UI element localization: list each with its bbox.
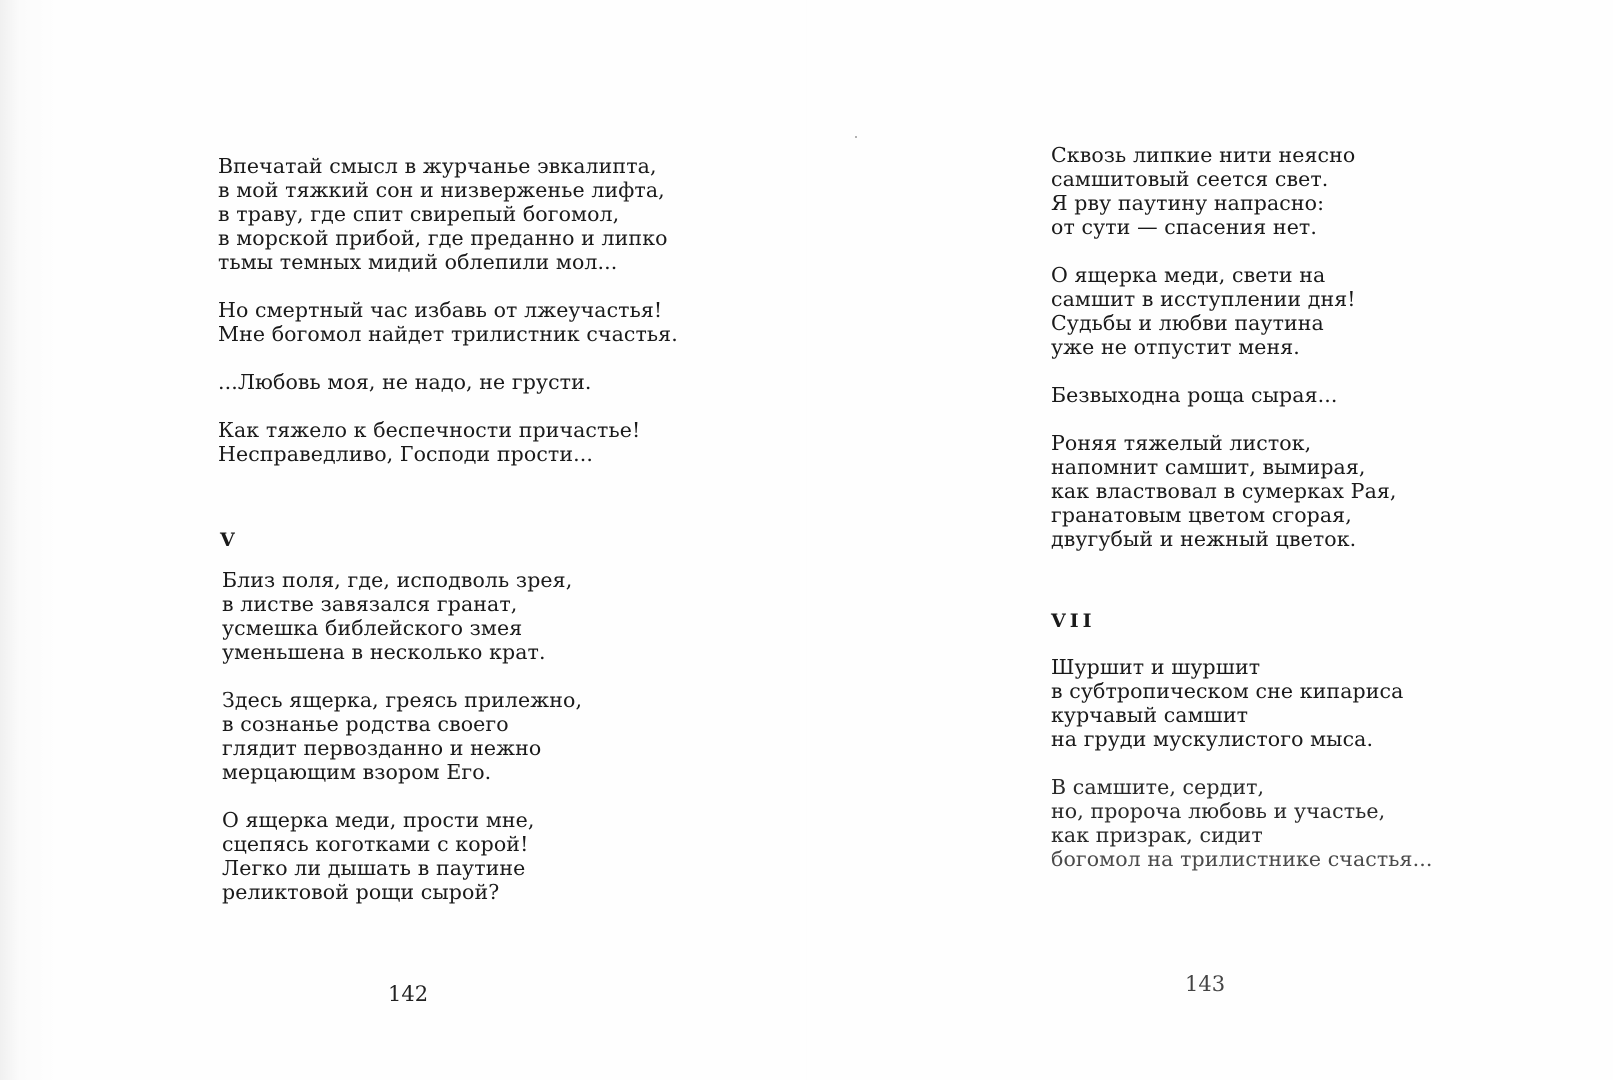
poem-line: тьмы темных мидий облепили мол... [218,250,618,274]
section-heading: VII [1051,610,1096,632]
right-poem-top [1051,143,1397,575]
poem-line: в траву, где спит свирепый богомол, [218,202,620,226]
poem-line: Но смертный час избавь от лжеучастья! [218,298,663,322]
poem-line: мерцающим взором Его. [222,760,492,784]
stanza [222,808,582,904]
stanza [218,154,678,274]
poem-line: Легко ли дышать в паутине [222,856,526,880]
stanza [1051,775,1432,871]
poem-line: реликтовой рощи сырой? [222,880,500,904]
poem-line: Как тяжело к беспечности причастье! [218,418,641,442]
poem-line: Несправедливо, Господи прости... [218,442,593,466]
stanza [1051,383,1397,407]
poem-line: в листве завязался гранат, [222,592,518,616]
poem-line: в мой тяжкий сон и низверженье лифта, [218,178,665,202]
poem-line: Судьбы и любви паутина [1051,311,1324,335]
left-poem-bottom [222,568,582,928]
poem-line: Мне богомол найдет трилистник счастья. [218,322,678,346]
poem-line: самшитовый сеется свет. [1051,167,1329,191]
poem-line: от сути — спасения нет. [1051,215,1317,239]
stanza [1051,655,1432,751]
page-number: 142 [388,982,429,1006]
poem-line: двугубый и нежный цветок. [1051,527,1357,551]
poem-line: Безвыходна роща сырая... [1051,383,1338,407]
poem-line: богомол на трилистнике счастья... [1051,847,1433,871]
poem-line: гранатовым цветом сгорая, [1051,503,1352,527]
poem-line: как призрак, сидит [1051,823,1263,847]
poem-line: ...Любовь моя, не надо, не грусти. [218,370,592,394]
poem-line: но, пророча любовь и участье, [1051,799,1386,823]
poem-line: уже не отпустит меня. [1051,335,1300,359]
poem-line: Шуршит и шуршит [1051,655,1261,679]
stanza [218,298,678,346]
left-poem-top [218,154,678,490]
stanza [218,418,678,466]
poem-line: глядит первозданно и нежно [222,736,542,760]
right-poem-bottom [1051,655,1432,895]
poem-line: как властвовал в сумерках Рая, [1051,479,1397,503]
poem-line: напомнит самшит, вымирая, [1051,455,1366,479]
poem-line: в субтропическом сне кипариса [1051,679,1404,703]
poem-line: Близ поля, где, исподволь зрея, [222,568,573,592]
paper-speck [855,136,857,138]
poem-line: уменьшена в несколько крат. [222,640,546,664]
poem-line: в морской прибой, где преданно и липко [218,226,668,250]
poem-line: самшит в исступлении дня! [1051,287,1356,311]
poem-line: на груди мускулистого мыса. [1051,727,1374,751]
stanza [1051,431,1397,551]
poem-line: Здесь ящерка, греясь прилежно, [222,688,583,712]
poem-line: сцепясь коготками с корой! [222,832,529,856]
section-heading: V [220,529,239,551]
poem-line: усмешка библейского змея [222,616,523,640]
poem-line: в сознанье родства своего [222,712,509,736]
stanza [1051,263,1397,359]
left-page [0,0,806,1080]
page-number: 143 [1185,972,1226,996]
stanza [1051,143,1397,239]
poem-line: Я рву паутину напрасно: [1051,191,1325,215]
poem-line: Впечатай смысл в журчанье эвкалипта, [218,154,657,178]
poem-line: Роняя тяжелый листок, [1051,431,1312,455]
poem-line: Сквозь липкие нити неясно [1051,143,1356,167]
right-section-heading-block [1051,609,1096,633]
stanza [222,568,582,664]
stanza [218,370,678,394]
poem-line: курчавый самшит [1051,703,1249,727]
stanza [222,688,582,784]
poem-line: В самшите, сердит, [1051,775,1265,799]
right-page [807,0,1613,1080]
left-section-heading-block [220,528,239,552]
poem-line: О ящерка меди, прости мне, [222,808,535,832]
poem-line: О ящерка меди, свети на [1051,263,1326,287]
